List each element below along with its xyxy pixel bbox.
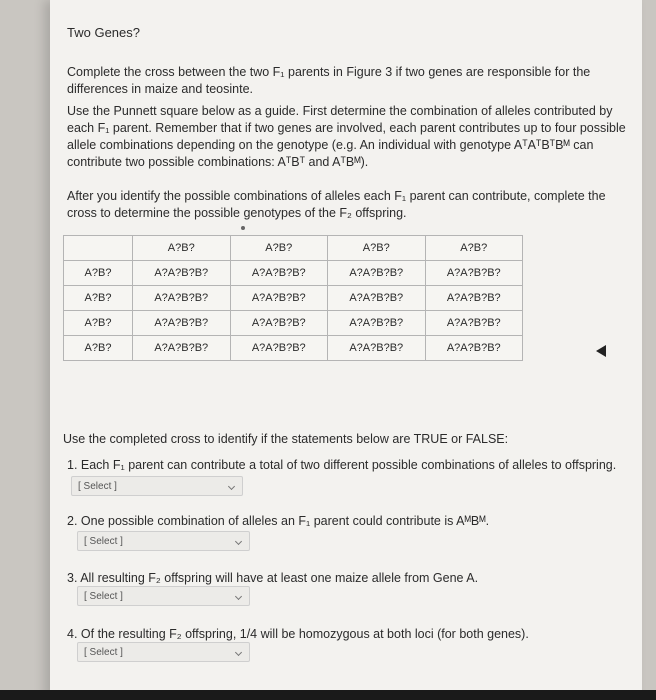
chevron-down-icon [235,649,242,656]
question-3-text: 3. All resulting F₂ offspring will have at least one maize allele from Gene A. [67,571,479,585]
punnett-cell: A?A?B?B? [328,286,426,311]
assignment-page [50,0,642,700]
question-2-select[interactable] [77,531,250,551]
punnett-row [64,311,523,336]
select-placeholder: [ Select ] [78,480,117,492]
punnett-col-header: A?B? [425,236,523,261]
question-4-select[interactable] [77,642,250,662]
select-placeholder: [ Select ] [84,591,123,602]
punnett-cell: A?A?B?B? [328,261,426,286]
punnett-cell: A?A?B?B? [133,286,231,311]
punnett-row [64,261,523,286]
chevron-down-icon [235,593,242,600]
punnett-col-header: A?B? [328,236,426,261]
punnett-cell: A?A?B?B? [230,286,328,311]
punnett-corner-cell [64,236,133,261]
punnett-cell: A?A?B?B? [425,261,523,286]
chevron-down-icon [228,483,235,490]
punnett-row-header: A?B? [64,336,133,361]
intro-paragraph-1: Complete the cross between the two F₁ parents in Figure 3 if two genes are responsible for the differences in maize and teosinte. [67,65,591,96]
intro-paragraph-3: After you identify the possible combinations of alleles each F₁ parent can contribute, complete the cross to determine the possible genotypes of the F₂ offspring. [67,189,606,220]
punnett-cell: A?A?B?B? [133,311,231,336]
question-3-select[interactable] [77,586,250,606]
select-placeholder: [ Select ] [84,647,123,658]
punnett-cell: A?A?B?B? [230,261,328,286]
bottom-edge [0,690,656,700]
punnett-cell: A?A?B?B? [230,311,328,336]
question-2-text: 2. One possible combination of alleles an F₁ parent could contribute is AᴹBᴹ. [67,514,490,528]
punnett-row [64,286,523,311]
punnett-cell: A?A?B?B? [133,261,231,286]
question-4-text: 4. Of the resulting F₂ offspring, 1/4 will be homozygous at both loci (for both genes). [67,627,529,641]
punnett-row-header: A?B? [64,286,133,311]
punnett-cell: A?A?B?B? [328,336,426,361]
punnett-col-header: A?B? [230,236,328,261]
question-1 [67,455,627,496]
question-1-text: 1. Each F₁ parent can contribute a total of two different possible combinations of alleles to offspring. [67,458,617,472]
page-title: Two Genes? [67,25,140,40]
punnett-row-header: A?B? [64,311,133,336]
punnett-row-header: A?B? [64,261,133,286]
punnett-cell: A?A?B?B? [425,286,523,311]
punnett-cell: A?A?B?B? [425,311,523,336]
question-1-select[interactable] [71,476,243,496]
punnett-row [64,336,523,361]
select-placeholder: [ Select ] [84,536,123,547]
punnett-cell: A?A?B?B? [230,336,328,361]
punnett-col-header: A?B? [133,236,231,261]
punnett-cell: A?A?B?B? [425,336,523,361]
punnett-cell: A?A?B?B? [133,336,231,361]
chevron-down-icon [235,538,242,545]
stray-mark [241,226,245,230]
mouse-cursor-icon [596,345,606,357]
punnett-cell: A?A?B?B? [328,311,426,336]
intro-paragraph-2: Use the Punnett square below as a guide. First determine the combination of alleles contributed by each F₁ parent. Remember that if two genes are involved, each parent contributes up to four possible allele combinations depending on the genotype (e.g. An individual with genotype AᵀAᵀBᵀBᴹ can contribute two possible combinations: AᵀBᵀ and AᵀBᴹ). [67,104,626,169]
questions-intro: Use the completed cross to identify if the statements below are TRUE or FALSE: [63,432,509,446]
punnett-square [63,235,523,361]
punnett-header-row [64,236,523,261]
